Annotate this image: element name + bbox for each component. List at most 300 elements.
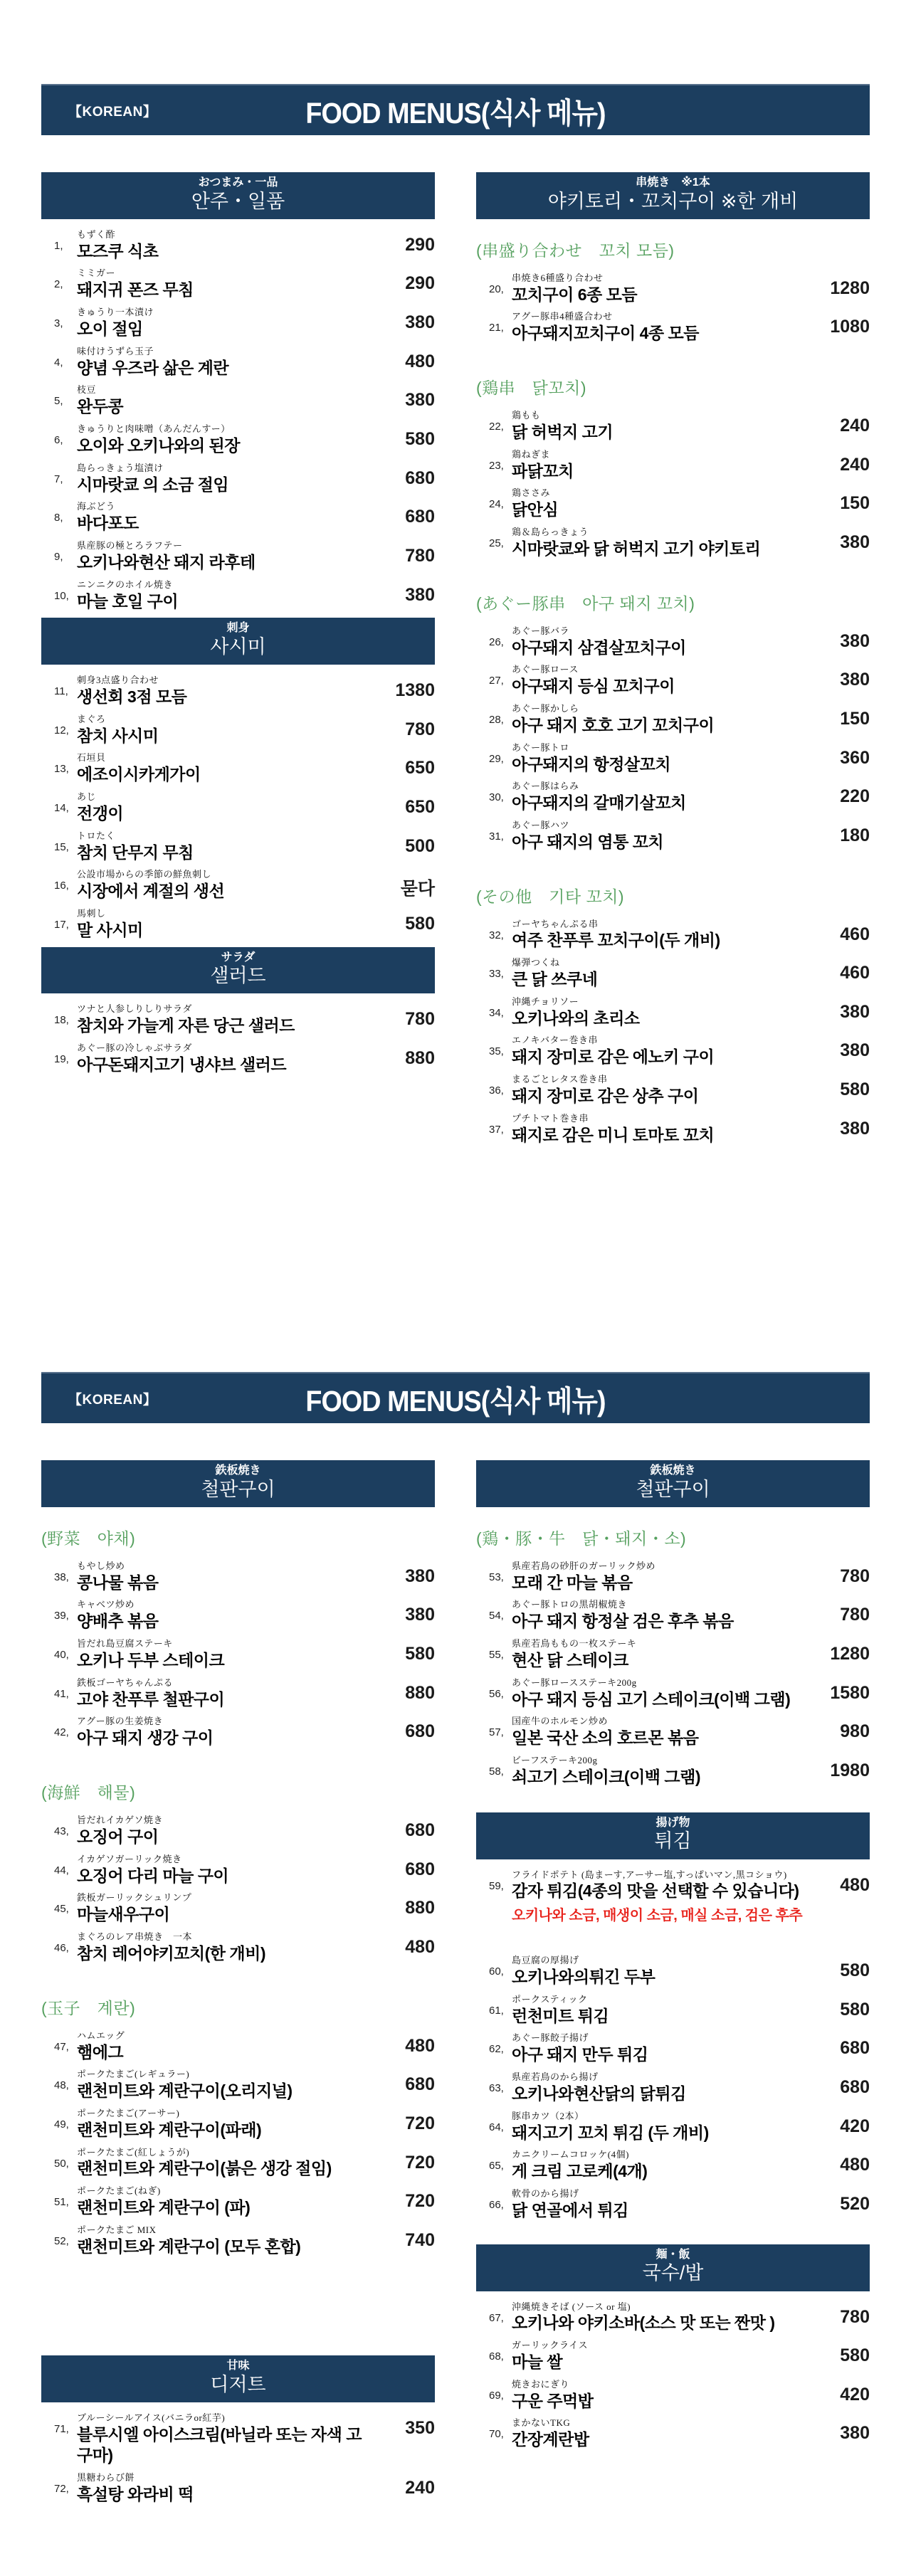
section-title-korean: 디저트 xyxy=(210,2374,266,2396)
item-price: 720 xyxy=(405,2191,435,2212)
menu-item xyxy=(476,1113,870,1146)
item-name-japanese: 海ぶどう xyxy=(77,501,116,512)
item-text xyxy=(512,2188,809,2221)
item-name-korean: 흑설탕 와라비 떡 xyxy=(77,2484,194,2503)
item-name-japanese: 石垣貝 xyxy=(77,752,106,764)
item-number: 6, xyxy=(54,434,63,447)
item-name-japanese: エノキバター巻き串 xyxy=(512,1035,598,1046)
item-price: 650 xyxy=(405,797,435,818)
item-text xyxy=(512,2111,809,2143)
menu-item xyxy=(476,820,870,852)
item-price: 240 xyxy=(405,2477,435,2498)
page-title: FOOD MENUS(식사 메뉴) xyxy=(305,1384,606,1418)
item-number: 36, xyxy=(489,1084,504,1097)
item-number: 24, xyxy=(489,498,504,511)
item-number: 21, xyxy=(489,322,504,334)
page-header xyxy=(41,84,870,135)
item-name-korean: 모즈쿠 식초 xyxy=(77,241,159,260)
item-number: 63, xyxy=(489,2082,504,2095)
item-text xyxy=(512,527,809,559)
section-header xyxy=(41,1460,435,1507)
item-text xyxy=(512,2340,809,2372)
item-name-korean: 아구돼지 등심 꼬치구이 xyxy=(512,677,675,696)
item-price: 780 xyxy=(840,1605,870,1625)
item-price: 480 xyxy=(405,2035,435,2056)
item-number: 46, xyxy=(54,1941,69,1954)
item-number: 71, xyxy=(54,2423,69,2436)
menu-column xyxy=(476,172,870,1151)
item-price: 880 xyxy=(405,1682,435,1703)
item-text xyxy=(512,664,809,697)
item-name-japanese: ポークたまご(紅しょうが) xyxy=(77,2146,190,2158)
item-text xyxy=(512,1599,809,1632)
menu-item xyxy=(41,2412,435,2465)
item-name-japanese: アグー豚の生姜焼き xyxy=(77,1716,164,1727)
section-title-korean: 사시미 xyxy=(210,636,266,658)
item-name-japanese: ガーリックライス xyxy=(512,2340,588,2351)
section-header xyxy=(41,618,435,665)
item-price: 380 xyxy=(405,584,435,605)
item-number: 64, xyxy=(489,2121,504,2133)
item-price: 680 xyxy=(405,1820,435,1841)
menu-item xyxy=(41,1931,435,1964)
item-number: 66, xyxy=(489,2199,504,2212)
item-text xyxy=(77,791,374,824)
menu-item xyxy=(41,384,435,417)
item-number: 23, xyxy=(489,459,504,472)
item-name-korean: 전갱이 xyxy=(77,803,124,823)
item-name-japanese: 鶏ねぎま xyxy=(512,448,551,460)
item-number: 26, xyxy=(489,635,504,648)
page-header xyxy=(41,1372,870,1423)
item-name-japanese: あぐー豚かしら xyxy=(512,702,579,714)
item-name-japanese: まぐろのレア串焼き 一本 xyxy=(77,1931,193,1942)
item-price: 480 xyxy=(840,1874,870,1895)
item-name-japanese: 旨だれイカゲソ焼き xyxy=(77,1815,163,1826)
item-text xyxy=(77,2472,374,2505)
item-text xyxy=(77,384,374,417)
item-name-korean: 마늘 호일 구이 xyxy=(77,591,179,611)
item-number: 16, xyxy=(54,880,69,892)
item-number: 22, xyxy=(489,421,504,433)
menu-item xyxy=(41,423,435,456)
subsection-label: (野菜 야채) xyxy=(41,1529,136,1548)
menu-item xyxy=(41,307,435,339)
item-number: 12, xyxy=(54,724,69,737)
menu-item xyxy=(476,2301,870,2334)
item-text xyxy=(512,273,809,305)
item-name-korean: 꼬치구이 6종 모듬 xyxy=(512,285,638,304)
item-name-korean: 오키나와현산닭의 닭튀김 xyxy=(512,2084,686,2103)
item-name-korean: 닭 허벅지 고기 xyxy=(512,423,614,442)
item-name-korean: 현산 닭 스테이크 xyxy=(512,1651,628,1670)
item-name-korean: 참치 사시미 xyxy=(77,726,159,745)
item-name-japanese: もずく酢 xyxy=(77,228,116,240)
item-name-japanese: ミミガー xyxy=(77,268,116,279)
item-number: 33, xyxy=(489,968,504,981)
item-name-korean: 오키나와현산 돼지 라후테 xyxy=(77,552,256,571)
item-number: 56, xyxy=(489,1687,504,1700)
menu-item xyxy=(41,791,435,824)
item-price: 650 xyxy=(405,758,435,778)
item-name-korean: 랜천미트와 계란구이(붉은 생강 절임) xyxy=(77,2159,332,2178)
item-name-japanese: 軟骨のから揚げ xyxy=(512,2188,579,2200)
section-title-japanese: 揚げ物 xyxy=(655,1816,690,1829)
menu-column xyxy=(476,1460,870,2511)
section-title-japanese: 刺身 xyxy=(226,622,250,635)
item-text xyxy=(77,2069,374,2101)
item-text xyxy=(512,1869,809,1925)
item-price: 780 xyxy=(405,719,435,739)
item-price: 680 xyxy=(405,468,435,488)
menu-item xyxy=(41,229,435,262)
item-name-korean: 마늘새우구이 xyxy=(77,1905,170,1924)
section-title-korean: 철판구이 xyxy=(201,1478,275,1500)
menu-item xyxy=(476,2032,870,2065)
item-number: 72, xyxy=(54,2482,69,2495)
item-price: 380 xyxy=(405,1566,435,1586)
item-name-korean: 아구돼지의 갈매기살꼬치 xyxy=(512,793,686,813)
item-name-korean: 오키나와의 초리소 xyxy=(512,1008,640,1028)
item-name-korean: 참치 레어야키꼬치(한 개비) xyxy=(77,1943,265,1963)
item-text xyxy=(512,1561,809,1593)
item-name-japanese: 沖縄チョリソー xyxy=(512,996,579,1007)
section-title-korean: 야키토리・꼬치구이 ※한 개비 xyxy=(547,190,799,212)
item-name-korean: 모래 간 마늘 볶음 xyxy=(512,1573,633,1592)
item-name-korean: 구운 주먹밥 xyxy=(512,2391,594,2410)
item-text xyxy=(77,1892,374,1925)
item-price: 240 xyxy=(840,454,870,475)
item-name-japanese: ツナと人参しりしりサラダ xyxy=(77,1003,192,1015)
item-price: 360 xyxy=(840,747,870,768)
item-text xyxy=(512,996,809,1029)
item-number: 53, xyxy=(489,1571,504,1583)
item-name-korean: 오징어 구이 xyxy=(77,1827,159,1846)
item-number: 62, xyxy=(489,2043,504,2056)
section-title-korean: 튀김 xyxy=(654,1830,692,1852)
item-text xyxy=(77,501,374,534)
item-name-korean: 시마랏쿄와 닭 허벅지 고기 야키토리 xyxy=(512,539,761,558)
menu-item xyxy=(41,1638,435,1671)
item-price: 720 xyxy=(405,2113,435,2133)
item-text xyxy=(77,908,374,941)
item-name-korean: 마늘 쌀 xyxy=(512,2353,563,2372)
item-price: 380 xyxy=(840,630,870,651)
item-text xyxy=(512,2071,809,2104)
section-header xyxy=(476,2244,870,2291)
item-name-korean: 오키나와의튀긴 두부 xyxy=(512,1968,655,1987)
item-number: 60, xyxy=(489,1965,504,1978)
section-title-japanese: 鉄板焼き xyxy=(650,1464,696,1477)
item-number: 29, xyxy=(489,752,504,765)
item-price: 580 xyxy=(405,429,435,450)
item-name-japanese: ビーフステーキ200g xyxy=(512,1755,598,1766)
item-name-japanese: ポークたまご MIX xyxy=(77,2224,157,2235)
item-number: 58, xyxy=(489,1765,504,1778)
item-name-japanese: あぐー豚ハツ xyxy=(512,819,570,830)
menu-item xyxy=(41,1599,435,1632)
menu-item xyxy=(476,703,870,736)
menu-item xyxy=(476,625,870,658)
item-name-japanese: あぐー豚ロース xyxy=(512,664,579,675)
item-name-japanese: ブルーシールアイス(バニラor紅芋) xyxy=(77,2412,226,2424)
item-name-korean: 랜천미트와 계란구이 (파) xyxy=(77,2198,251,2217)
item-name-korean: 간장계란밥 xyxy=(512,2430,589,2449)
menu-item xyxy=(476,1074,870,1107)
menu-item xyxy=(41,1003,435,1036)
item-name-japanese: 鶏＆島らっきょう xyxy=(512,527,589,538)
item-name-japanese: 県産豚の極とろラフテー xyxy=(77,539,183,551)
item-price: 480 xyxy=(405,1936,435,1957)
subsection-label: (玉子 계란) xyxy=(41,1998,136,2017)
menu-item xyxy=(476,1716,870,1748)
item-name-korean: 아구돼지꼬치구이 4종 모듬 xyxy=(512,324,699,343)
menu-item xyxy=(476,2417,870,2450)
item-price: 780 xyxy=(405,545,435,566)
item-number: 14, xyxy=(54,802,69,815)
item-price: 720 xyxy=(405,2152,435,2173)
item-number: 11, xyxy=(54,685,68,698)
item-text xyxy=(512,1074,809,1107)
item-price: 740 xyxy=(405,2229,435,2250)
menu-item xyxy=(476,2340,870,2372)
item-text xyxy=(77,714,374,746)
section-title-japanese: サラダ xyxy=(221,951,256,964)
item-name-korean: 바다포도 xyxy=(77,514,139,533)
subsection-label: (鶏・豚・牛 닭・돼지・소) xyxy=(476,1529,687,1548)
item-number: 18, xyxy=(54,1014,69,1027)
item-price: 380 xyxy=(840,1040,870,1061)
item-name-japanese: イカゲソガーリック焼き xyxy=(77,1853,182,1864)
item-price: 1080 xyxy=(830,317,870,337)
section-title-japanese: 麺・飯 xyxy=(655,2248,690,2261)
item-name-japanese: 刺身3点盛り合わせ xyxy=(77,675,159,686)
item-text xyxy=(77,463,374,495)
item-name-korean: 양념 우즈라 삶은 계란 xyxy=(77,358,229,377)
item-number: 65, xyxy=(489,2160,504,2173)
item-number: 54, xyxy=(489,1610,504,1622)
section-title-japanese: 串焼き ※1本 xyxy=(636,176,710,189)
item-text xyxy=(77,346,374,379)
menu-item xyxy=(476,311,870,344)
item-number: 57, xyxy=(489,1726,504,1739)
item-text xyxy=(77,579,374,612)
item-text xyxy=(512,1716,809,1748)
menu-item xyxy=(476,1994,870,2027)
item-name-korean: 일본 국산 소의 호르몬 볶음 xyxy=(512,1728,699,1748)
item-price: 580 xyxy=(405,913,435,934)
menu-item xyxy=(41,714,435,746)
menu-item xyxy=(41,2108,435,2140)
item-name-japanese: 豚串カツ（2本） xyxy=(512,2110,584,2121)
item-price: 380 xyxy=(840,1001,870,1022)
item-name-japanese: 鶏もも xyxy=(512,410,541,421)
item-price: 580 xyxy=(405,1644,435,1664)
item-name-japanese: あぐー豚はらみ xyxy=(512,781,579,792)
item-name-korean: 고야 찬푸루 철판구이 xyxy=(77,1689,225,1709)
item-number: 8, xyxy=(54,512,63,524)
item-number: 13, xyxy=(54,763,69,776)
item-price: 680 xyxy=(405,1859,435,1879)
menu-item xyxy=(476,1869,870,1925)
item-name-korean: 게 크림 고로케(4개) xyxy=(512,2162,648,2181)
item-name-japanese: プチトマト巻き串 xyxy=(512,1112,589,1124)
menu-item xyxy=(476,1599,870,1632)
item-name-japanese: 黒糖わらび餅 xyxy=(77,2471,135,2483)
section-title-japanese: 鉄板焼き xyxy=(215,1464,261,1477)
item-price: 150 xyxy=(840,493,870,514)
item-price: 780 xyxy=(840,2306,870,2327)
section-title-korean: 샐러드 xyxy=(210,965,266,987)
item-text xyxy=(77,2147,374,2180)
item-number: 38, xyxy=(54,1571,69,1583)
menu-item xyxy=(476,2149,870,2182)
item-text xyxy=(77,830,374,863)
item-number: 7, xyxy=(54,473,63,485)
item-number: 3, xyxy=(54,317,63,330)
item-number: 28, xyxy=(489,713,504,726)
item-name-korean: 완두콩 xyxy=(77,397,124,416)
item-text xyxy=(512,1677,809,1710)
menu-item xyxy=(41,463,435,495)
item-price: 1280 xyxy=(830,1644,870,1664)
item-name-japanese: あじ xyxy=(77,791,97,803)
item-price: 680 xyxy=(840,2077,870,2098)
item-text xyxy=(77,1677,374,1710)
item-text xyxy=(512,2032,809,2065)
item-name-japanese: 鉄板ゴーヤちゃんぷる xyxy=(77,1677,174,1688)
menu-item xyxy=(41,1815,435,1847)
item-text xyxy=(512,1113,809,1146)
item-number: 35, xyxy=(489,1045,504,1058)
item-number: 47, xyxy=(54,2040,69,2053)
language-tag: 【KOREAN】 xyxy=(68,104,157,120)
item-price: 680 xyxy=(840,2038,870,2059)
item-text xyxy=(512,1638,809,1671)
menu-item xyxy=(41,579,435,612)
item-number: 31, xyxy=(489,830,504,843)
item-number: 17, xyxy=(54,918,69,931)
item-name-japanese: アグー豚串4種盛合わせ xyxy=(512,311,613,322)
item-price: 380 xyxy=(840,670,870,690)
item-price: 1380 xyxy=(395,680,435,701)
menu-item xyxy=(41,501,435,534)
item-price: 780 xyxy=(405,1009,435,1030)
menu-item xyxy=(41,2472,435,2505)
menu-item xyxy=(476,919,870,951)
item-text xyxy=(77,1854,374,1886)
item-price: 1280 xyxy=(830,278,870,298)
item-number: 50, xyxy=(54,2157,69,2170)
item-name-korean: 여주 찬푸루 꼬치구이(두 개비) xyxy=(512,931,720,950)
item-text xyxy=(512,2301,809,2334)
item-text xyxy=(512,487,809,520)
item-name-korean: 아구 돼지 등심 고기 스테이크(이백 그램) xyxy=(512,1689,791,1709)
item-number: 67, xyxy=(489,2311,504,2324)
menu-item xyxy=(476,2379,870,2412)
item-name-korean: 오이 절임 xyxy=(77,320,143,339)
menu-item xyxy=(41,908,435,941)
item-price: 880 xyxy=(405,1048,435,1069)
item-number: 69, xyxy=(489,2389,504,2402)
item-name-japanese: きゅうりと肉味噌（あんだんすー） xyxy=(77,423,231,435)
item-text xyxy=(77,229,374,262)
item-name-japanese: 沖縄焼きそば (ソース or 塩) xyxy=(512,2301,631,2312)
item-name-japanese: 県産若鳥ももの一枚ステーキ xyxy=(512,1638,637,1649)
item-name-japanese: トロたく xyxy=(77,830,116,841)
item-name-korean: 랜천미트와 계란구이(오리지널) xyxy=(77,2081,293,2101)
item-text xyxy=(512,410,809,443)
item-name-korean: 랜천미트와 계란구이(파래) xyxy=(77,2120,262,2139)
menu-item xyxy=(476,742,870,775)
item-name-korean: 런천미트 튀김 xyxy=(512,2006,609,2025)
menu-item xyxy=(476,957,870,990)
page-title: FOOD MENUS(식사 메뉴) xyxy=(305,96,606,130)
item-name-korean: 닭 연골에서 튀김 xyxy=(512,2200,628,2219)
item-text xyxy=(77,2108,374,2140)
item-number: 4, xyxy=(54,356,63,369)
item-number: 55, xyxy=(489,1649,504,1662)
item-text xyxy=(512,1755,809,1788)
item-name-japanese: まるごとレタス巻き串 xyxy=(512,1074,608,1085)
item-price: 460 xyxy=(840,924,870,944)
menu-item xyxy=(476,410,870,443)
item-text xyxy=(77,540,374,573)
menu-column xyxy=(41,1460,435,2511)
item-price: 480 xyxy=(840,2155,870,2175)
item-text xyxy=(77,1599,374,1632)
menu-item xyxy=(41,540,435,573)
item-name-japanese: 味付けうずら玉子 xyxy=(77,345,154,357)
item-name-korean: 아구돼지 삼겹살꼬치구이 xyxy=(512,638,686,657)
item-name-japanese: 枝豆 xyxy=(77,384,97,396)
item-price: 420 xyxy=(840,2116,870,2136)
item-text xyxy=(512,1955,809,1988)
item-name-japanese: ハムエッグ xyxy=(77,2029,125,2041)
item-price: 240 xyxy=(840,416,870,436)
menu-item xyxy=(41,2224,435,2257)
item-text xyxy=(77,2030,374,2063)
item-number: 44, xyxy=(54,1864,69,1876)
item-price: 460 xyxy=(840,963,870,983)
item-text xyxy=(512,742,809,775)
item-price: 880 xyxy=(405,1898,435,1918)
item-name-japanese: 焼きおにぎり xyxy=(512,2378,570,2390)
item-name-korean: 시마랏쿄 의 소금 절임 xyxy=(77,475,229,494)
item-name-japanese: ポークたまご(アーサー) xyxy=(77,2107,180,2118)
item-name-korean: 아구 돼지 만두 튀김 xyxy=(512,2045,648,2064)
menu-item xyxy=(476,2071,870,2104)
item-name-korean: 돼지로 감은 미니 토마토 꼬치 xyxy=(512,1125,715,1144)
item-name-korean: 아구돼지의 항정살꼬치 xyxy=(512,754,671,774)
subsection-label: (あぐー豚串 아구 돼지 꼬치) xyxy=(476,593,695,613)
item-text xyxy=(512,781,809,813)
item-name-korean: 아구돈돼지고기 냉샤브 샐러드 xyxy=(77,1055,287,1074)
item-text xyxy=(77,2412,374,2465)
item-number: 48, xyxy=(54,2079,69,2092)
section-title-japanese: 甘味 xyxy=(226,2360,250,2372)
item-number: 34, xyxy=(489,1006,504,1019)
item-number: 52, xyxy=(54,2234,69,2247)
item-price: 180 xyxy=(840,825,870,845)
item-name-korean: 오키나 두부 스테이크 xyxy=(77,1651,225,1670)
item-name-korean: 햄에그 xyxy=(77,2042,124,2062)
section-title-japanese: おつまみ・一品 xyxy=(198,176,278,189)
item-price: 380 xyxy=(405,312,435,333)
item-number: 39, xyxy=(54,1610,69,1622)
item-text xyxy=(77,2185,374,2218)
item-name-japanese: 爆弾つくね xyxy=(512,957,560,968)
